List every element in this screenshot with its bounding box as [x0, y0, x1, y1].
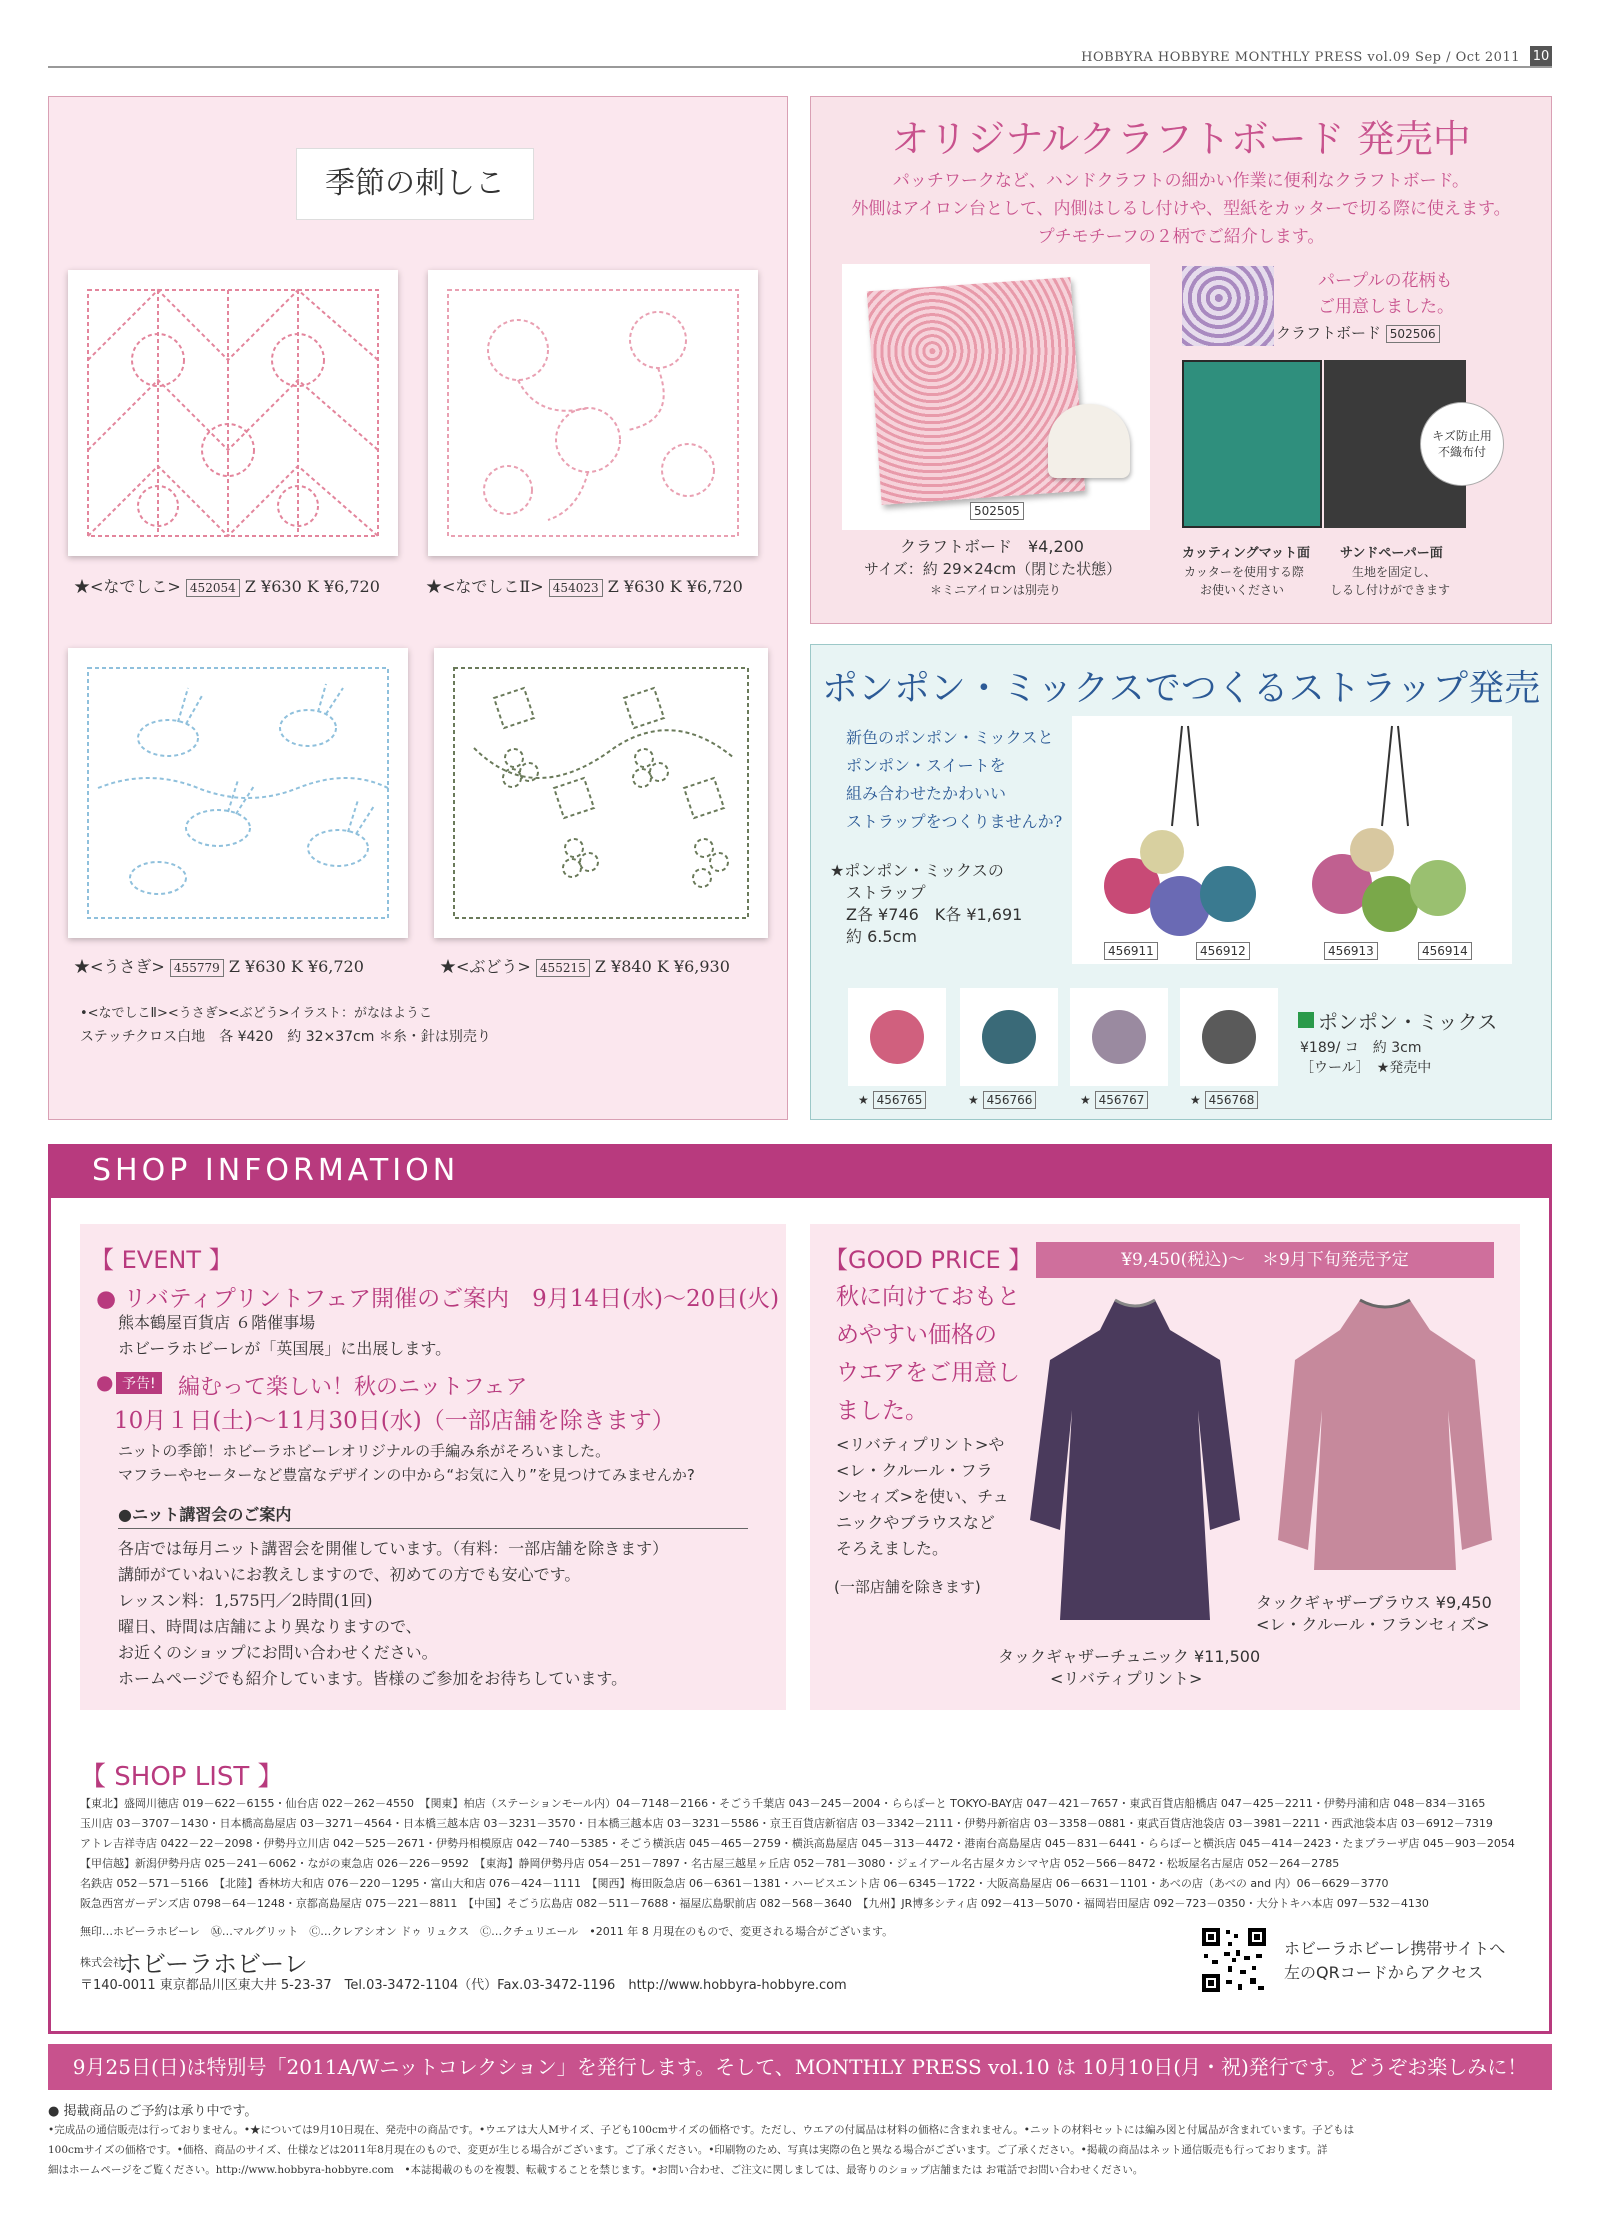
sashiko-cloth-nadeshiko2	[428, 270, 758, 556]
item-code: 454023	[549, 579, 603, 597]
event2-line1: ニットの季節！ホビーラホビーレオリジナルの手編み糸がそろいました。	[118, 1442, 611, 1460]
item-name: ★<なでしこⅡ>	[426, 577, 544, 596]
knit-lines	[118, 1536, 668, 1692]
sashiko-cloth-nadeshiko	[68, 270, 398, 556]
sashiko-cloth-budou	[434, 648, 768, 938]
knit-line: レッスン料：1,575円／2時間(1回)	[118, 1591, 373, 1610]
shop-list-line: 玉川店 03－3707－1430・日本橋高島屋店 03－3271－4564・日本橋三越本店 03－3231－3570・日本橋三越本店 03－3231－5586・京王百貨店新宿店 03－3342－2111・伊勢丹新宿店 03－3358－0881・東武百貨店池袋店 03－3981－2211・西武池袋本店 03－6912－7319	[80, 1817, 1493, 1830]
craftboard-title: オリジナルクラフトボード 発売中	[891, 117, 1471, 161]
lead-line: 秋に向けておもと	[836, 1284, 1020, 1310]
pompon-lead-2: ポンポン・スイートを	[846, 756, 1006, 775]
tunic-illustration	[1020, 1290, 1250, 1630]
strap-price: Z各 ¥746 K各 ¥1,691	[846, 905, 1023, 924]
pompon-strap-info	[830, 860, 1022, 948]
item-code: 455779	[170, 959, 224, 977]
shop-list-line: 【東北】盛岡川徳店 019－622－6155・仙台店 022－262－4550 【関東】柏店（ステーションモール内）04－7148－2166・そごう千葉店 043－245－2004・ららぽーと TOKYO-BAY店 047－421－7657・東武百貨店船橋店 047－425－2211・伊勢丹浦和店 048－834－3165	[80, 1797, 1486, 1810]
pompon-ball-1	[848, 988, 946, 1086]
sashiko-title: 季節の刺しこ	[296, 148, 534, 220]
sand-label: サンドペーパー面	[1340, 546, 1443, 561]
strap-illustration	[1072, 716, 1512, 964]
shop-list-line: 名鉄店 052－571－5166 【北陸】香林坊大和店 076－220－1295・富山大和店 076－424－1111 【関西】梅田阪急店 06－6361－1381・ハービスエント店 06－6345－1722・大阪高島屋店 06－6631－1101・あべの店（あべの and 内）06－6629－3770	[80, 1877, 1389, 1890]
event-heading: 【 EVENT 】	[90, 1246, 233, 1274]
ball-code-4: ★ 456768	[1190, 1090, 1258, 1110]
purple-code: 502506	[1386, 325, 1440, 343]
blouse-name: タックギャザーブラウス ¥9,450	[1256, 1593, 1492, 1612]
knit-line: お近くのショップにお問い合わせください。	[118, 1643, 438, 1662]
event2-date: 10月１日(土)～11月30日(水)（一部店舗を除きます）	[114, 1408, 675, 1434]
ball-code-1-text: 456765	[873, 1091, 927, 1109]
lead-line: ウエアをご用意し	[836, 1360, 1020, 1386]
pompon-lead-1: 新色のポンポン・ミックスと	[846, 728, 1054, 747]
page-number: 10	[1530, 46, 1552, 68]
knit-line: 各店では毎月ニット講習会を開催しています。（有料：一部店舗を除きます）	[118, 1539, 669, 1558]
tunic-name: タックギャザーチュニック ¥11,500	[998, 1647, 1261, 1666]
body-line: ニックやブラウスなど	[836, 1513, 995, 1532]
item-code: 452054	[186, 579, 240, 597]
strap-code-2: 456912	[1196, 942, 1250, 960]
ball-code-4-text: 456768	[1205, 1091, 1259, 1109]
craftboard-main-code: 502505	[970, 502, 1024, 520]
item-k-price: K ¥6,930	[656, 957, 730, 976]
item-k-price: K ¥6,720	[290, 957, 364, 976]
tunic-sub: <リバティプリント>	[1050, 1669, 1203, 1688]
good-price-heading: 【GOOD PRICE 】	[824, 1246, 1033, 1274]
purple-swatch	[1182, 266, 1274, 346]
ball-code-2-text: 456766	[983, 1091, 1037, 1109]
craftboard-main-name: クラフトボード ¥4,200	[900, 537, 1084, 556]
pompon-ball-2	[960, 988, 1058, 1086]
header-rule	[48, 66, 1552, 68]
craftboard-desc-3: プチモチーフの２柄でご紹介します。	[1037, 227, 1325, 247]
shop-list-lines	[80, 1794, 1526, 1914]
qr-code-icon[interactable]	[1200, 1926, 1268, 1994]
company-prefix: 株式会社	[80, 1956, 124, 1969]
mat-desc-1: カッターを使用する際	[1184, 565, 1304, 579]
sashiko-label-usagi	[74, 954, 364, 977]
mix-title: ポンポン・ミックス	[1318, 1010, 1498, 1034]
item-k-price: K ¥6,720	[669, 577, 743, 596]
strap-name-2: ストラップ	[846, 883, 926, 902]
ball-code-3: ★ 456767	[1080, 1090, 1148, 1110]
craftboard-photo	[842, 264, 1150, 530]
pompon-ball-1-swatch	[870, 1010, 924, 1064]
pompon-ball-3-swatch	[1092, 1010, 1146, 1064]
ball-code-3-text: 456767	[1095, 1091, 1149, 1109]
event1-title-text: リバティプリントフェア開催のご案内 9月14日(水)～20日(火)	[123, 1286, 780, 1312]
sashiko-label-nadeshiko	[74, 574, 380, 597]
item-name: ★<ぶどう>	[440, 957, 531, 976]
qr-text-2: 左のQRコードからアクセス	[1284, 1963, 1484, 1982]
footnote-4: 細はホームページをご覧ください。http://www.hobbyra-hobbyre.com •本誌掲載のものを複製、転載することを禁じます。•お問い合わせ、ご注文に関しましては、最寄りのショップ店舗または お電話でお問い合わせください。	[48, 2164, 1144, 2176]
sashiko-label-budou	[440, 954, 730, 977]
craftboard-main-size: サイズ：約 29×24cm（閉じた状態）	[864, 560, 1122, 578]
header-title: HOBBYRA HOBBYRE MONTHLY PRESS vol.09 Sep / Oct 2011	[1081, 50, 1520, 65]
body-line: <レ・クルール・フラ	[836, 1461, 993, 1480]
pompon-ball-4-swatch	[1202, 1010, 1256, 1064]
sashiko-label-nadeshiko2	[426, 574, 743, 597]
pompon-title: ポンポン・ミックスでつくるストラップ発売	[821, 668, 1541, 709]
event1-line1: 熊本鶴屋百貨店 ６階催事場	[118, 1313, 316, 1332]
mat-desc-2: お使いください	[1200, 583, 1285, 597]
item-name: ★<なでしこ>	[74, 577, 181, 596]
budou-pattern	[434, 648, 768, 938]
announcement-bar: 9月25日(日)は特別号「2011A/Wニットコレクション」を発行します。そして、MONTHLY PRESS vol.10 は 10月10日(月・祝)発行です。どうぞお楽しみに！	[48, 2044, 1552, 2090]
strap-photo	[1072, 716, 1512, 964]
footnote-3: 100cmサイズの価格です。•価格、商品のサイズ、仕様などは2011年8月現在のもので、変更が生じる場合がございます。ご了承ください。•印刷物のため、写真は実際の色と異なる場合がございます。ご了承ください。•掲載の商品はネット通信販売も行っております。詳	[48, 2144, 1328, 2156]
strap-name-1: ★ポンポン・ミックスの	[830, 861, 1004, 880]
event1-title: ● リバティプリントフェア開催のご案内 9月14日(水)～20日(火)	[96, 1286, 780, 1312]
pompon-ball-3	[1070, 988, 1168, 1086]
good-price-lead	[836, 1278, 1020, 1430]
mix-price: ¥189/ コ 約 3cm	[1300, 1040, 1422, 1056]
item-z-price: Z ¥630	[607, 577, 665, 596]
purple-text-1: パープルの花柄も	[1318, 271, 1453, 291]
footnote-2: •完成品の通信販売は行っておりません。•★については9月10日現在、発売中の商品です。•ウエアは大人Mサイズ、子ども100cmサイズの価格です。ただし、ウエアの付属品は材料の価格に含まれません。•ニットの材料セットには編み図と付属品が含まれています。子どもは	[48, 2124, 1355, 2136]
pompon-lead	[846, 724, 1062, 836]
good-price-banner: ¥9,450(税込)～ ＊9月下旬発売予定	[1036, 1242, 1494, 1278]
knit-line: 講師がていねいにお教えしますので、初めての方でも安心です。	[118, 1565, 581, 1584]
item-k-price: K ¥6,720	[306, 577, 380, 596]
lead-line: めやすい価格の	[836, 1322, 997, 1348]
mat-label: カッティングマット面	[1182, 546, 1311, 561]
item-z-price: Z ¥630	[244, 577, 302, 596]
body-line: そろえました。	[836, 1539, 949, 1558]
strap-code-4: 456914	[1418, 942, 1472, 960]
good-price-body	[836, 1432, 1009, 1562]
item-z-price: Z ¥840	[594, 957, 652, 976]
shop-list-line: 【甲信越】新潟伊勢丹店 025－241－6062・ながの東急店 026－226－9592 【東海】静岡伊勢丹店 054－251－7897・名古屋三越星ヶ丘店 052－781－3080・ジェイアール名古屋タカシマヤ店 052－566－8472・松坂屋名古屋店 052－264－2785	[80, 1857, 1340, 1870]
purple-text-2: ご用意しました。	[1318, 297, 1454, 317]
sand-desc-2: しるし付けができます	[1330, 583, 1451, 597]
company-name: ホビーラホビーレ	[118, 1950, 308, 1978]
event2-title: 編むって楽しい！秋のニットフェア	[178, 1375, 528, 1400]
item-z-price: Z ¥630	[228, 957, 286, 976]
knit-line: 曜日、時間は店舗により異なりますので、	[118, 1617, 422, 1636]
qr-code-pattern	[1200, 1926, 1268, 1994]
craftboard-desc-2: 外側はアイロン台として、内側はしるし付けや、型紙をカッターで切る際に使えます。	[851, 199, 1511, 219]
strap-size: 約 6.5cm	[846, 927, 917, 946]
knit-rule	[118, 1528, 748, 1529]
event2-line2: マフラーやセーターなど豊富なデザインの中から“お気に入り”を見つけてみませんか?	[118, 1466, 695, 1484]
mix-note: ［ウール］ ★発売中	[1300, 1060, 1432, 1076]
cutting-mat-side	[1182, 360, 1322, 528]
pompon-lead-4: ストラップをつくりませんか?	[846, 812, 1063, 831]
item-code: 455215	[536, 959, 590, 977]
sand-desc-1: 生地を固定し、	[1352, 565, 1437, 579]
mini-iron-icon	[1048, 404, 1130, 478]
blouse-sub: <レ・クルール・フランセィズ>	[1256, 1615, 1490, 1634]
craftboard-main-note: ＊ミニアイロンは別売り	[930, 583, 1061, 597]
shop-list-heading: 【 SHOP LIST 】	[80, 1762, 284, 1792]
strap-code-3: 456913	[1324, 942, 1378, 960]
nadeshiko-pattern	[68, 270, 398, 556]
footnote-1: ● 掲載商品のご予約は承り中です。	[48, 2104, 258, 2119]
craftboard-desc-1: パッチワークなど、ハンドクラフトの細かい作業に便利なクラフトボード。	[892, 171, 1470, 191]
strap-code-1: 456911	[1104, 942, 1158, 960]
tunic-photo	[1020, 1290, 1250, 1630]
lead-line: ました。	[836, 1398, 928, 1424]
shop-info-bar: SHOP INFORMATION	[48, 1144, 1552, 1198]
shop-list-line: 阪急西宮ガーデンズ店 0798－64－1248・京都高島屋店 075－221－8811 【中国】そごう広島店 082－511－7688・福屋広島駅前店 082－568－3640 【九州】JR博多シティ店 092－413－5070・福岡岩田屋店 092－723－0350・大分トキハ本店 097－532－4130	[80, 1897, 1429, 1910]
pompon-lead-3: 組み合わせたかわいい	[846, 784, 1007, 803]
blouse-photo	[1270, 1290, 1500, 1580]
knit-heading: ●ニット講習会のご案内	[118, 1505, 292, 1524]
good-price-note: (一部店舗を除きます)	[834, 1578, 981, 1596]
sashiko-cloth-usagi	[68, 648, 408, 938]
purple-name: クラフトボード	[1276, 324, 1382, 342]
nadeshiko2-pattern	[428, 270, 758, 556]
body-line: <リバティプリント>や	[836, 1435, 1005, 1454]
mix-square-icon	[1298, 1012, 1314, 1028]
purple-label	[1276, 322, 1440, 343]
event2-badge: 予告!	[116, 1372, 162, 1394]
shop-list-legend: 無印…ホビーラホビーレ Ⓜ…マルグリット Ⓒ…クレアシオン ドゥ リュクス Ⓒ…クチュリエール •2011 年 8 月現在のもので、変更される場合がございます。	[80, 1925, 894, 1938]
felt-bubble: キズ防止用 不織布付	[1420, 402, 1504, 486]
ball-code-1: ★ 456765	[858, 1090, 926, 1110]
blouse-illustration	[1270, 1290, 1500, 1580]
ball-code-2: ★ 456766	[968, 1090, 1036, 1110]
qr-text-1: ホビーラホビーレ携帯サイトへ	[1284, 1939, 1506, 1958]
usagi-pattern	[68, 648, 408, 938]
company-address: 〒140-0011 東京都品川区東大井 5-23-37 Tel.03-3472-1104（代）Fax.03-3472-1196 http://www.hobbyra-hobbyre.com	[80, 1978, 847, 1993]
pompon-ball-2-swatch	[982, 1010, 1036, 1064]
body-line: ンセィズ>を使い、チュ	[836, 1487, 1009, 1506]
item-name: ★<うさぎ>	[74, 957, 165, 976]
event2-bullet: ●	[96, 1370, 114, 1394]
sashiko-note-cloth: ステッチクロス白地 各 ¥420 約 32×37cm ＊糸・針は別売り	[80, 1029, 491, 1045]
event1-line2: ホビーラホビーレが「英国展」に出展します。	[118, 1339, 452, 1358]
pompon-ball-4	[1180, 988, 1278, 1086]
sashiko-note-illustrator: •<なでしこⅡ><うさぎ><ぶどう>イラスト：がなはようこ	[80, 1006, 433, 1021]
shop-list-line: アトレ吉祥寺店 0422－22－2098・伊勢丹立川店 042－525－2671・伊勢丹相模原店 042－740－5385・そごう横浜店 045－465－2759・横浜高島屋店 045－313－4472・港南台高島屋店 045－831－6441・ららぽーと横浜店 045－414－2423・たまプラーザ店 045－903－2054	[80, 1837, 1515, 1850]
knit-line: ホームページでも紹介しています。皆様のご参加をお待ちしています。	[118, 1669, 628, 1688]
